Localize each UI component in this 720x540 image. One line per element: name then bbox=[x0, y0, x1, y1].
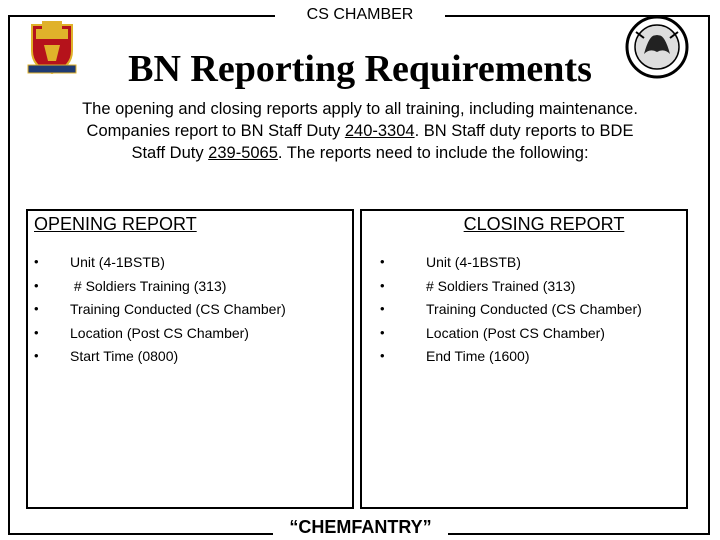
list-item bbox=[28, 252, 352, 276]
closing-item: End Time (1600) bbox=[426, 348, 530, 364]
bullet: • bbox=[34, 254, 39, 269]
closing-report-list bbox=[362, 252, 686, 370]
list-item bbox=[362, 252, 686, 276]
bullet: • bbox=[380, 254, 385, 269]
intro-line-2b: . BN Staff duty reports to BDE bbox=[414, 122, 634, 140]
intro-line-3 bbox=[40, 142, 680, 164]
bullet: • bbox=[34, 277, 39, 293]
bullet: • bbox=[34, 348, 39, 363]
closing-report-title: CLOSING REPORT bbox=[463, 214, 625, 234]
bde-phone: 239-5065 bbox=[208, 144, 278, 162]
list-item bbox=[362, 323, 686, 347]
closing-item: Unit (4-1BSTB) bbox=[426, 254, 521, 270]
closing-report-box bbox=[360, 209, 688, 509]
intro-line-2a: Companies report to BN Staff Duty bbox=[86, 122, 345, 140]
list-item bbox=[362, 299, 686, 323]
bn-phone: 240-3304 bbox=[344, 122, 415, 140]
list-item bbox=[362, 346, 686, 370]
opening-report-list bbox=[28, 252, 352, 370]
bullet: • bbox=[380, 348, 385, 363]
bullet: • bbox=[380, 324, 385, 340]
header-label: CS CHAMBER bbox=[275, 4, 445, 26]
opening-report-box bbox=[26, 209, 354, 509]
page-title: BN Reporting Requirements bbox=[128, 48, 592, 90]
intro-line-3a: Staff Duty bbox=[131, 144, 209, 162]
closing-item: # Soldiers Trained (313) bbox=[426, 277, 576, 294]
bullet: • bbox=[34, 324, 39, 340]
intro-text bbox=[40, 98, 680, 164]
bullet: • bbox=[380, 301, 385, 316]
opening-item: # Soldiers Training (313) bbox=[70, 277, 227, 294]
closing-item: Location (Post CS Chamber) bbox=[426, 324, 605, 341]
list-item bbox=[28, 323, 352, 347]
list-item bbox=[362, 276, 686, 300]
list-item bbox=[28, 346, 352, 370]
closing-item: Training Conducted (CS Chamber) bbox=[426, 301, 642, 317]
list-item bbox=[28, 276, 352, 300]
intro-line-1: The opening and closing reports apply to all training, including maintenance. bbox=[82, 100, 638, 118]
opening-item: Training Conducted (CS Chamber) bbox=[70, 301, 286, 317]
list-item bbox=[28, 299, 352, 323]
intro-line-2 bbox=[40, 120, 680, 142]
bullet: • bbox=[380, 277, 385, 293]
bullet: • bbox=[34, 301, 39, 316]
opening-item: Location (Post CS Chamber) bbox=[70, 324, 249, 341]
opening-item: Unit (4-1BSTB) bbox=[70, 254, 165, 270]
intro-line-3b: . The reports need to include the following: bbox=[277, 144, 589, 162]
footer-label: “CHEMFANTRY” bbox=[273, 515, 448, 539]
opening-report-title: OPENING REPORT bbox=[34, 214, 197, 234]
opening-item: Start Time (0800) bbox=[70, 348, 179, 364]
